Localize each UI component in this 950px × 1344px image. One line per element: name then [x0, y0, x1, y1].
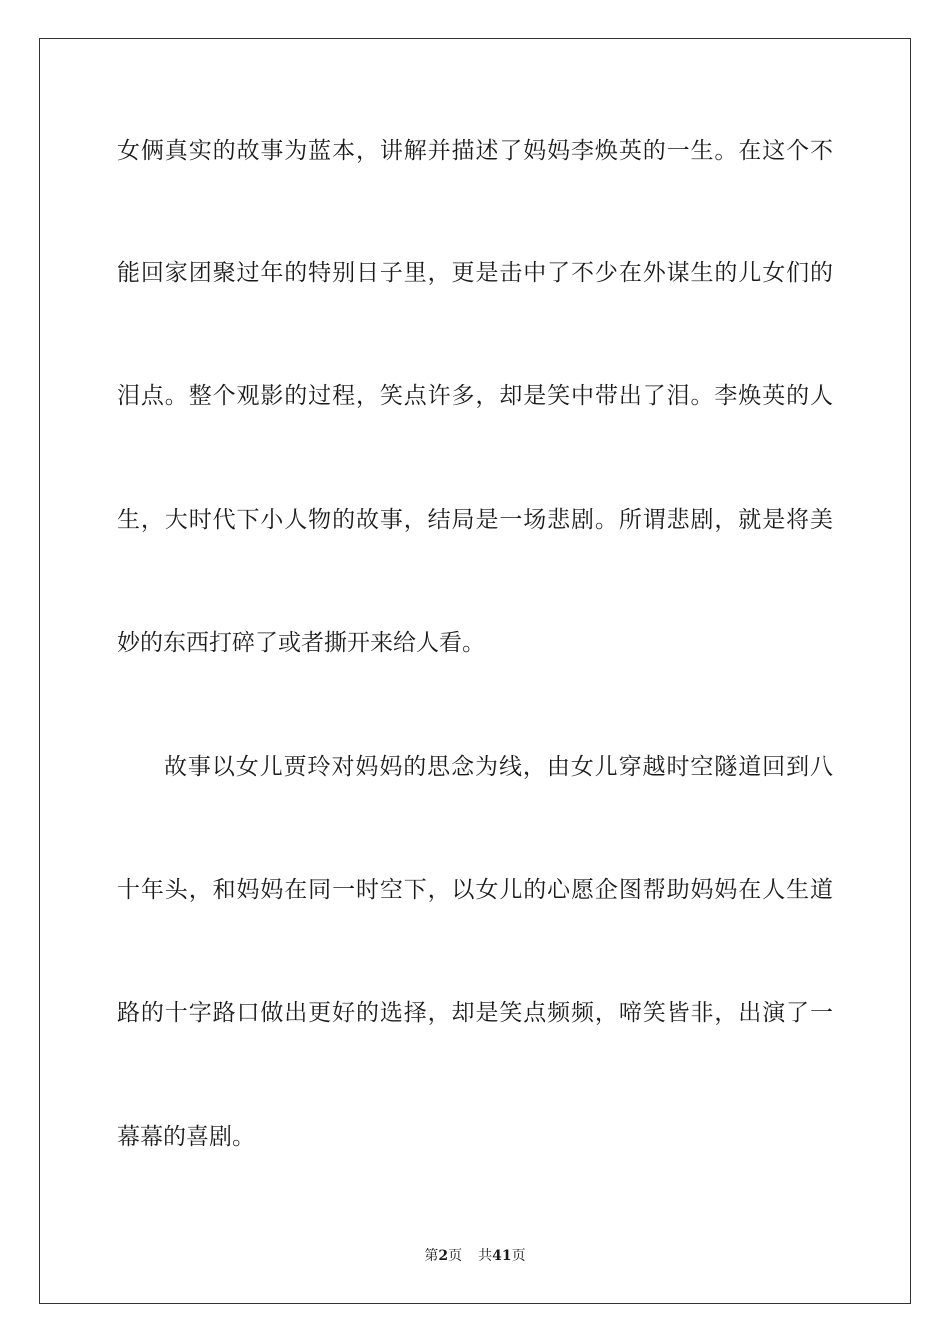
total-pages: 41 — [492, 1248, 512, 1264]
total-prefix: 共 — [478, 1248, 493, 1264]
body-line-8: 路的十字路口做出更好的选择，却是笑点频频，啼笑皆非，出演了一 — [117, 1000, 833, 1026]
body-line-9: 幕幕的喜剧。 — [117, 1124, 255, 1150]
page-number: 2 — [438, 1248, 449, 1264]
page-footer — [0, 1246, 950, 1266]
page-suffix: 页 — [448, 1248, 463, 1264]
page-prefix: 第 — [424, 1248, 439, 1264]
body-line-4: 生，大时代下小人物的故事，结局是一场悲剧。所谓悲剧，就是将美 — [117, 507, 833, 533]
body-line-6: 故事以女儿贾玲对妈妈的思念为线，由女儿穿越时空隧道回到八 — [164, 754, 833, 780]
total-suffix: 页 — [511, 1248, 526, 1264]
body-line-7: 十年头，和妈妈在同一时空下，以女儿的心愿企图帮助妈妈在人生道 — [117, 877, 833, 903]
page-frame — [39, 38, 911, 1304]
body-line-2: 能回家团聚过年的特别日子里，更是击中了不少在外谋生的儿女们的 — [117, 260, 833, 286]
body-line-5: 妙的东西打碎了或者撕开来给人看。 — [117, 630, 485, 656]
body-line-1: 女俩真实的故事为蓝本，讲解并描述了妈妈李焕英的一生。在这个不 — [117, 138, 833, 164]
body-line-3: 泪点。整个观影的过程，笑点许多，却是笑中带出了泪。李焕英的人 — [117, 383, 833, 409]
